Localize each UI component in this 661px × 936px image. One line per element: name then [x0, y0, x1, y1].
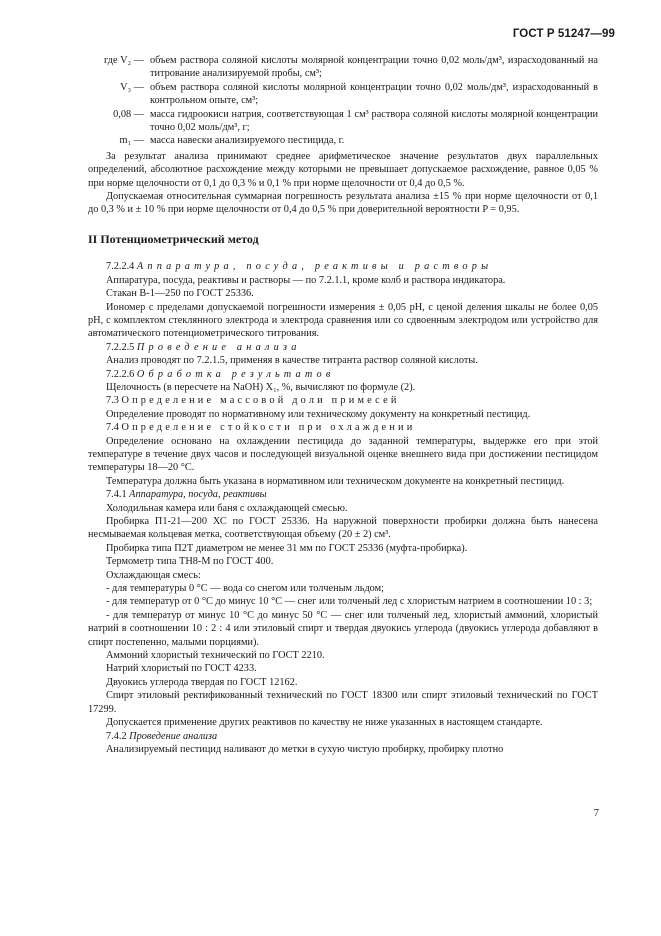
definition-text: масса гидроокиси натрия, соответствующая 1 см³ раствора соляной кислоты молярной концентрации точно 0,02 моль/дм³, г;	[150, 108, 598, 134]
definition-symbol: где V₂ —	[104, 55, 144, 66]
definition-text: объем раствора соляной кислоты молярной концентрации точно 0,02 моль/дм³, израсходованный на титрование анализируемой пробы, см³;	[150, 55, 598, 80]
standard-header: ГОСТ Р 51247—99	[512, 28, 615, 40]
paragraph: Пробирка П1-21—200 ХС по ГОСТ 25336. На наружной поверхности пробирки должна быть нанесена несмываемая кольцевая метка, соответствующая объему (20 ± 2) см³.	[88, 516, 598, 541]
heading-74	[88, 421, 598, 434]
paragraph: Температура должна быть указана в нормативном или техническом документе на конкретный пестицид.	[106, 475, 565, 487]
heading-number: 7.3	[106, 395, 119, 407]
page-content	[88, 54, 598, 756]
list-item: - для температур от минус 10 °С до минус 50 °С — снег или толченый лед, хлористый аммоний, хлористый натрий в соотношении 10 : 2 : 4 или этиловый спирт и твердая двуокись углерода (двуокись углерода добавляют в спирт постепенно, малыми порциями).	[88, 609, 598, 648]
paragraph: Стакан В-1—250 по ГОСТ 25336.	[106, 288, 254, 300]
heading-7224	[88, 260, 598, 273]
definition-item	[88, 81, 598, 108]
paragraph: Натрий хлористый по ГОСТ 4233.	[106, 663, 257, 675]
paragraph: Холодильная камера или баня с охлаждающей смесью.	[106, 502, 348, 514]
heading-text: Аппаратура, посуда, реактивы	[129, 489, 267, 501]
paragraph: Щелочность (в пересчете на NaOH) X₁, %, вычисляют по формуле (2).	[106, 381, 416, 393]
heading-number: 7.2.2.4	[106, 261, 135, 273]
heading-number: 7.2.2.5	[106, 341, 135, 353]
definition-text: масса навески анализируемого пестицида, г.	[150, 135, 345, 147]
heading-number: 7.4.1	[106, 489, 127, 501]
definition-item	[88, 134, 598, 147]
paragraph: Анализ проводят по 7.2.1.5, применяя в качестве титранта раствор соляной кислоты.	[106, 355, 478, 367]
heading-text: Определение стойкости при охлаждении	[121, 422, 416, 434]
paragraph: Аммоний хлористый технический по ГОСТ 2210.	[106, 650, 325, 662]
paragraph: Допускается применение других реактивов по качеству не ниже указанных в настоящем стандарте.	[106, 717, 543, 729]
heading-text: Аппаратура, посуда, реактивы и растворы	[136, 261, 493, 273]
paragraph: Аппаратура, посуда, реактивы и растворы — по 7.2.1.1, кроме колб и раствора индикатора.	[106, 274, 506, 286]
heading-number: 7.2.2.6	[106, 368, 135, 380]
heading-text: Обработка результатов	[136, 368, 335, 380]
definition-text: объем раствора соляной кислоты молярной концентрации точно 0,02 моль/дм³, израсходованный в контрольном опыте, см³;	[150, 81, 598, 107]
definition-symbol: 0,08 —	[113, 108, 144, 120]
definition-item	[88, 108, 598, 135]
paragraph: Определение основано на охлаждении пестицида до заданной температуры, выдержке его при этой температуре в течение двух часов и последующей визуальной оценке внешнего вида при достижении пестицидом температуры 18—20 °С.	[88, 435, 598, 474]
page-number: 7	[593, 808, 599, 819]
paragraph: Анализируемый пестицид наливают до метки в сухую чистую пробирку, пробирку плотно	[106, 743, 504, 755]
paragraph: Двуокись углерода твердая по ГОСТ 12162.	[106, 676, 298, 688]
heading-number: 7.4	[106, 422, 119, 434]
list-item: - для температур от 0 °С до минус 10 °С — снег или толченый лед с хлористым натрием в соотношении 10 : 3;	[106, 596, 593, 608]
paragraph: Спирт этиловый ректификованный технический по ГОСТ 18300 или спирт этиловый технический по ГОСТ 17299.	[88, 690, 598, 715]
heading-7226	[88, 368, 598, 381]
list-item: - для температуры 0 °С — вода со снегом или толченым льдом;	[106, 583, 385, 595]
heading-7225	[88, 341, 598, 354]
heading-number: 7.4.2	[106, 730, 127, 742]
heading-741	[88, 488, 598, 501]
definition-symbol: V₃ —	[120, 81, 144, 93]
paragraph: Иономер с пределами допускаемой погрешности измерения ± 0,05 pH, с ценой деления шкалы не более 0,05 pH, с комплектом стеклянного электрода и электрода сравнения или со сдвоенным электродом или устройство для автоматического потенциометрического титрования.	[88, 301, 598, 340]
variable-definitions	[88, 54, 598, 148]
definition-symbol: m₁ —	[119, 135, 144, 147]
definition-item	[88, 54, 598, 81]
heading-text: Определение массовой доли примесей	[121, 395, 400, 407]
paragraph: Определение проводят по нормативному или техническому документу на конкретный пестицид.	[106, 408, 531, 420]
paragraph: Термометр типа ТН8-М по ГОСТ 400.	[106, 556, 274, 568]
paragraph-result: За результат анализа принимают среднее арифметическое значение результатов двух параллельных определений, абсолютное расхождение между которыми не превышает допускаемое расхождение, равное 0,05 % при норме щелочности от 0,1 до 0,3 % и 0,1 % при норме щелочности от 0,4 до 0,5 %.	[88, 150, 598, 189]
section-title: II Потенциометрический метод	[88, 231, 259, 246]
paragraph: Охлаждающая смесь:	[106, 569, 201, 581]
heading-73	[88, 394, 598, 407]
heading-text: Проведение анализа	[129, 730, 218, 742]
heading-742	[88, 730, 598, 743]
paragraph: Пробирка типа П2Т диаметром не менее 31 мм по ГОСТ 25336 (муфта-пробирка).	[106, 542, 468, 554]
paragraph-error: Допускаемая относительная суммарная погрешность результата анализа ±15 % при норме щелочности от 0,1 до 0,3 % и ± 10 % при норме щелочности от 0,4 до 0,5 % при доверительной вероятности P = 0,95.	[88, 191, 598, 216]
heading-text: Проведение анализа	[136, 341, 301, 353]
